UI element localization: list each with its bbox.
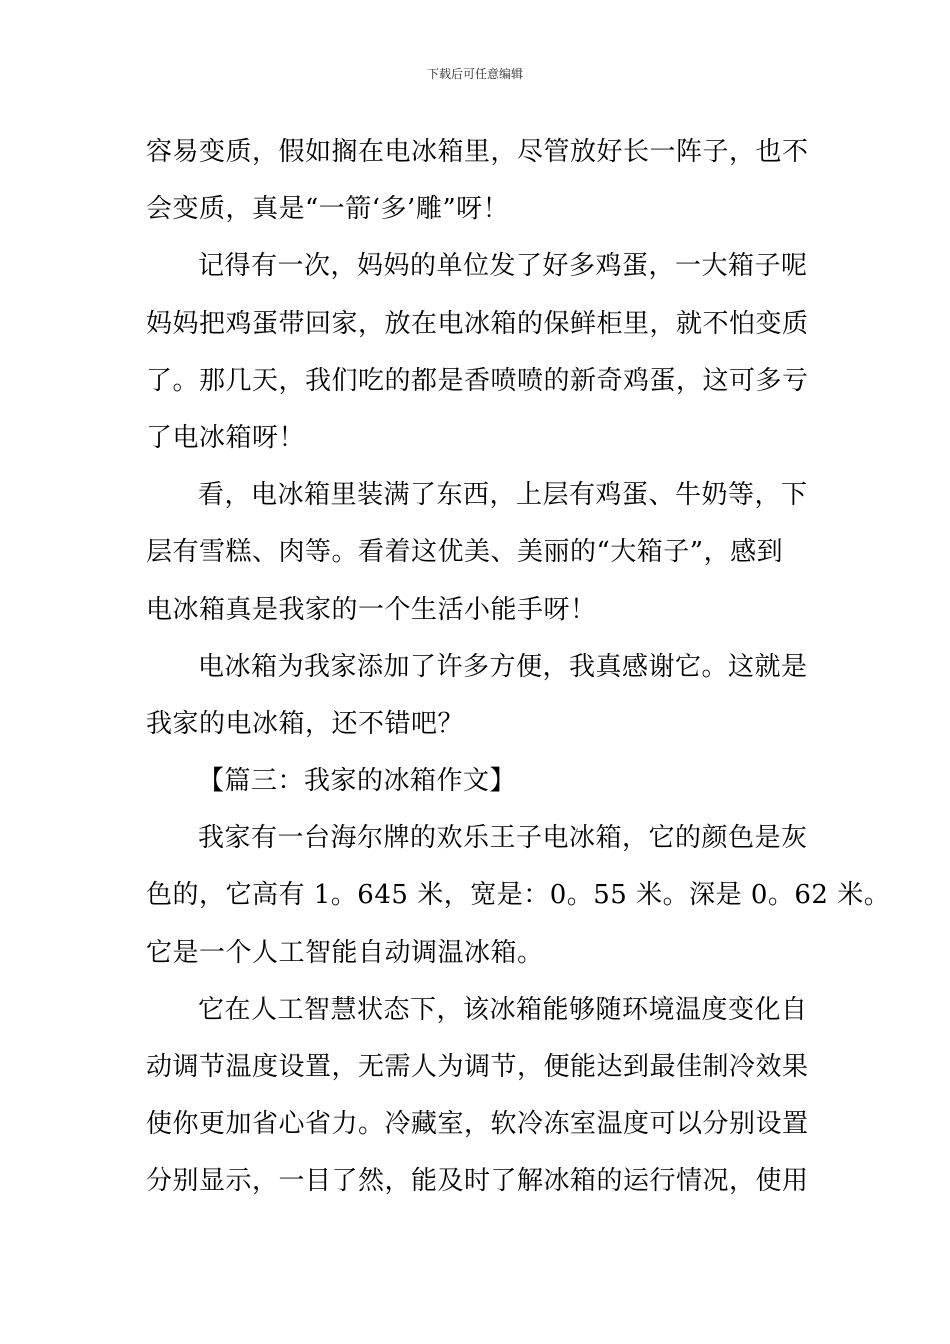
text-line: 动调节温度设置，无需人为调节，便能达到最佳制冷效果 xyxy=(146,1052,809,1082)
text-line: 会变质，真是“一箭‘多’雕”呀！ xyxy=(146,194,510,225)
text-line: 分别显示，一目了然，能及时了解冰箱的运行情况，使用 xyxy=(146,1166,809,1197)
text-line: 记得有一次，妈妈的单位发了好多鸡蛋，一大箱子呢 xyxy=(198,251,808,282)
text-line: 看，电冰箱里装满了东西，上层有鸡蛋、牛奶等，下 xyxy=(198,480,808,511)
text-line: 色的，它高有 1。645 米，宽是：0。55 米。深是 0。62 米。 xyxy=(146,880,891,911)
text-line: 使你更加省心省力。冷藏室，软冷冻室温度可以分别设置 xyxy=(146,1109,809,1140)
section-heading: 【篇三：我家的冰箱作文】 xyxy=(198,766,517,797)
text-line: 妈妈把鸡蛋带回家，放在电冰箱的保鲜柜里，就不怕变质 xyxy=(146,308,809,339)
text-line: 我家的电冰箱，还不错吧？ xyxy=(146,708,465,739)
text-line: 它是一个人工智能自动调温冰箱。 xyxy=(146,937,544,968)
text-line: 了电冰箱呀！ xyxy=(146,422,306,453)
body-text xyxy=(146,124,891,1211)
page-header: 下载后可任意编辑 xyxy=(426,67,523,81)
text-line: 它在人工智慧状态下，该冰箱能够随环境温度变化自 xyxy=(198,994,808,1025)
text-line: 了。那几天，我们吃的都是香喷喷的新奇鸡蛋，这可多亏 xyxy=(146,365,809,396)
text-line: 容易变质，假如搁在电冰箱里，尽管放好长一阵子，也不 xyxy=(146,137,809,167)
text-line: 电冰箱真是我家的一个生活小能手呀！ xyxy=(146,594,597,625)
text-line: 我家有一台海尔牌的欢乐王子电冰箱，它的颜色是灰 xyxy=(198,823,808,854)
text-line: 层有雪糕、肉等。看着这优美、美丽的“大箱子”，感到 xyxy=(146,537,784,568)
text-line: 电冰箱为我家添加了许多方便，我真感谢它。这就是 xyxy=(198,651,808,682)
